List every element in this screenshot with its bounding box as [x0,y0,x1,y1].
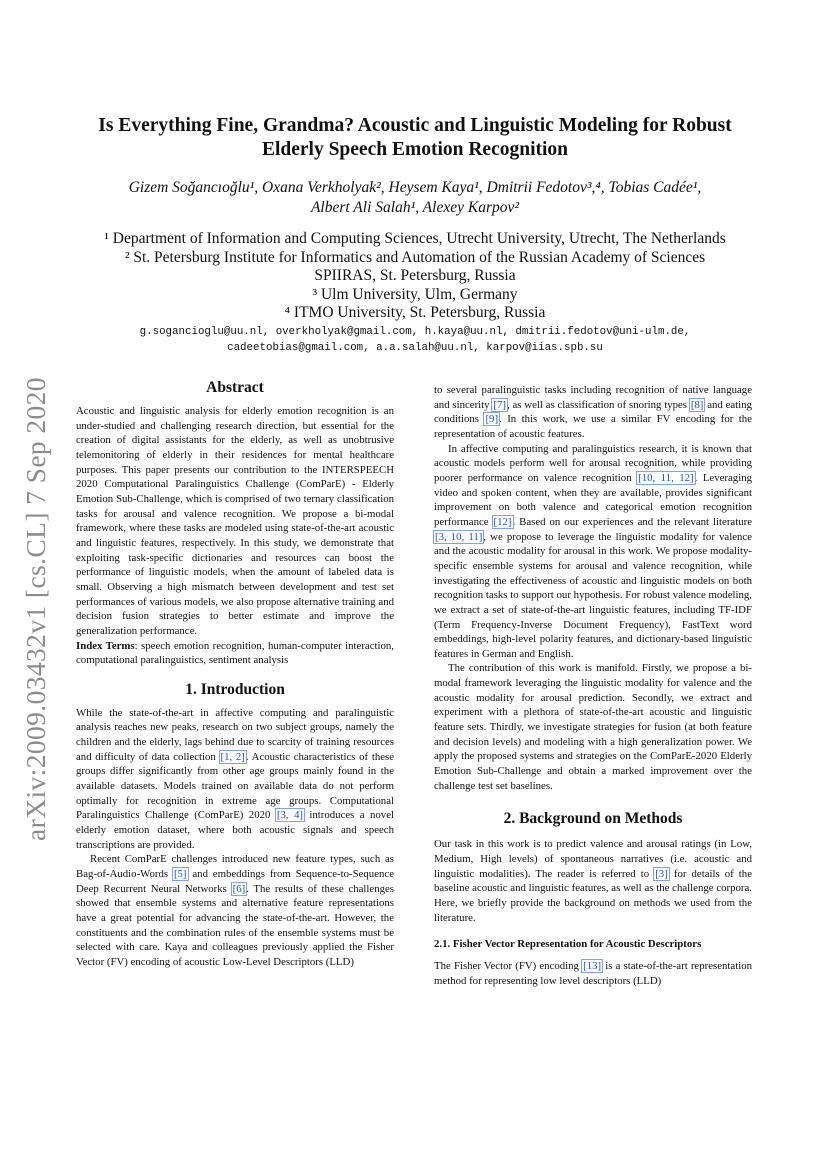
right-column [434,383,752,989]
citation-link[interactable]: [12] [493,515,512,528]
citation-link[interactable]: [3] [655,867,668,880]
citation-link[interactable]: [13] [583,960,602,973]
citation-link[interactable]: [3, 4] [276,809,303,822]
left-column [76,378,394,970]
citation-link[interactable]: [10, 11, 12] [638,471,694,484]
fisher-vector-paragraph: The Fisher Vector (FV) encoding [13] is a state-of-the-art representation method for representing low level descriptors (LLD) [434,960,752,987]
paper-title: Is Everything Fine, Grandma? Acoustic and Linguistic Modeling for Robust Elderly Speech Emotion Recognition [98,115,732,160]
index-terms-text: : speech emotion recognition, human-computer interaction, computational paralinguistics, sentiment analysis [76,639,394,667]
citation-link[interactable]: [1, 2] [220,750,245,763]
index-terms [76,639,394,668]
right-paragraph-3: The contribution of this work is manifold. Firstly, we propose a bi-modal framework leveraging the linguistic modality for valence and the acoustic modality for arousal prediction. Secondly, we extract and experiment with a plethora of state-of-the-art acoustic and linguistic feature sets. Thirdly, we investigate strategies for fusion (at both feature and decision levels) and modeling with a high generalization power. We apply the proposed systems and strategies on the ComParE-2020 Elderly Emotion Sub-Challenge and obtain a marked improvement over the challenge test set baselines. [434,662,752,792]
citation-link[interactable]: [8] [690,398,704,411]
index-terms-label: Index Terms [76,639,135,652]
background-heading: 2. Background on Methods [503,810,683,828]
affiliation-1: ¹ Department of Information and Computing Sciences, Utrecht University, Utrecht, The Netherlands [104,230,726,247]
arxiv-stamp [14,374,58,844]
author-line-1: Gizem Soğancıoğlu¹, Oxana Verkholyak², Heysem Kaya¹, Dmitrii Fedotov³,⁴, Tobias Cadée¹, [128,179,702,196]
right-paragraph-1: to several paralinguistic tasks including recognition of native language and sincerity [7], as well as classification of snoring types [8] and eating conditions [9]. In this work, we use a similar FV encoding for the representation of acoustic features. [434,384,752,440]
email-line-1: g.sogancioglu@uu.nl, overkholyak@gmail.com, h.kaya@uu.nl, dmitrii.fedotov@uni-ulm.de, [139,326,691,338]
arxiv-id: arXiv:2009.03432v1 [cs.CL] 7 Sep 2020 [20,377,51,841]
citation-link[interactable]: [9] [485,413,499,426]
affiliation-2b: SPIIRAS, St. Petersburg, Russia [314,267,516,284]
abstract-text: Acoustic and linguistic analysis for elderly emotion recognition is an under-studied and challenging research direction, but essential for the creation of digital assistants for the elderly, as well as unobtrusive telemonitoring of elderly in their residences for mental healthcare purposes. This paper presents our contribution to the INTERSPEECH 2020 Computational Paralinguistics Challenge (ComParE) - Elderly Emotion Sub-Challenge, which is comprised of two ternary classification tasks for arousal and valence recognition. We propose a bi-modal framework, where these tasks are modeled using state-of-the-art acoustic and linguistic features, respectively. In this study, we demonstrate that exploiting task-specific dictionaries and resources can boost the performance of linguistic models, when the amount of labeled data is small. Observing a high mismatch between development and test set performances of various models, we also propose alternative training and decision fusion strategies to better estimate and improve the generalization performance. [76,405,394,637]
background-paragraph: Our task in this work is to predict valence and arousal ratings (in Low, Medium, High levels) of spontaneous narratives (i.e. acoustic and linguistic modalities). The reader is referred to [3] for details of the baseline acoustic and linguistic features, as well as the challenge corpora. Here, we briefly provide the background on methods we used from the literature. [434,838,752,924]
introduction-heading: 1. Introduction [185,680,285,698]
intro-paragraph-2: Recent ComParE challenges introduced new feature types, such as Bag-of-Audio-Words [5] and embeddings from Sequence-to-Sequence Deep Recurrent Neural Networks [6]. The results of these challenges showed that ensemble systems and alternative feature representations have a great potential for advancing the state-of-the-art. However, the constituents and the combination rules of the ensemble systems must be selected with care. Kaya and colleagues previously applied the Fisher Vector (FV) encoding of acoustic Low-Level Descriptors (LLD) [76,853,395,968]
affiliation-2: ² St. Petersburg Institute for Informatics and Automation of the Russian Academy of Sciences [124,248,706,266]
email-list [70,324,760,356]
right-paragraph-2: In affective computing and paralinguistics research, it is known that acoustic models perform well for arousal recognition, while providing poorer performance on valence recognition [10, 11, 12]. Leveraging video and spoken content, when they are available, provides significant improvement on both valence and categorical emotion recognition performance [12]. Based on our experiences and the relevant literature [3, 10, 11], we propose to leverage the linguistic modality for valence and the acoustic modality for arousal in this work. We propose modality-specific ensemble systems for arousal and valence recognition, while investigating the effectiveness of acoustic and linguistic models on both recognition tasks to support our hypothesis. For robust valence modeling, we extract a set of state-of-the-art linguistic features, including TF-IDF (Term Frequency-Inverse Document Frequency), FastText word embeddings, high-level polarity features, and dictionary-based linguistic features in German and English. [434,442,753,660]
affiliation-4: ⁴ ITMO University, St. Petersburg, Russia [284,304,546,321]
citation-link[interactable]: [6] [232,882,246,895]
author-line-2: Albert Ali Salah¹, Alexey Karpov² [310,199,520,216]
affiliation-3: ³ Ulm University, Ulm, Germany [312,285,518,303]
affiliation-list [70,230,760,323]
email-line-2: cadeetobias@gmail.com, a.a.salah@uu.nl, karpov@iias.spb.su [227,342,603,354]
citation-link[interactable]: [7] [493,398,506,411]
citation-link[interactable]: [5] [173,868,187,881]
citation-link[interactable]: [3, 10, 11] [435,530,483,543]
abstract-heading: Abstract [206,379,264,396]
intro-paragraph-1: While the state-of-the-art in affective computing and paralinguistic analysis reaches new peaks, research on two subject groups, namely the children and the elderly, lags behind due to scarcity of training resources and difficulty of data collection [1, 2]. Acoustic characteristics of these groups differ significantly from other age groups mainly found in the available datasets. Models trained on available data do not perform optimally for recognition in extreme age groups. Computational Paralinguistics Challenge (ComParE) 2020 [3, 4] introduces a novel elderly emotion dataset, where both acoustic signals and speech transcriptions are provided. [76,706,395,851]
author-list [70,178,760,218]
subsection-heading: 2.1. Fisher Vector Representation for Acoustic Descriptors [434,938,702,951]
